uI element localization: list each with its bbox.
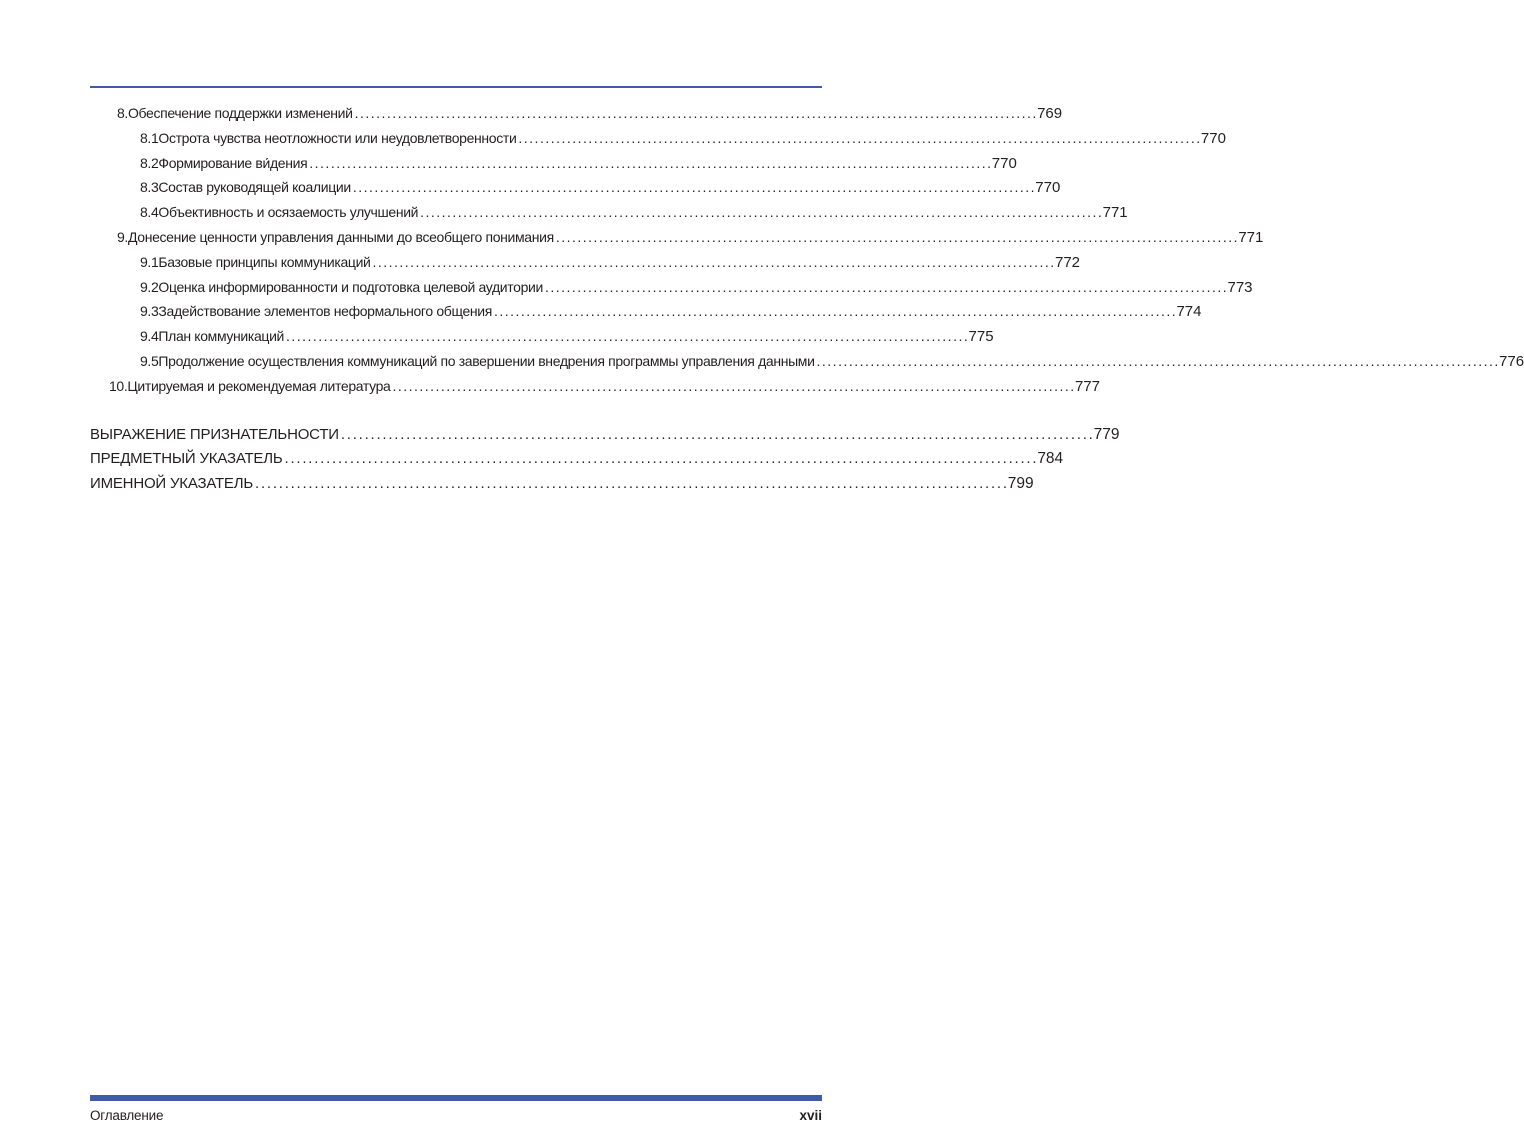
toc-entry-page: 770 (1200, 129, 1226, 147)
toc-entry-9-4[interactable] (90, 324, 994, 349)
toc-entry-number: 8.3 (140, 179, 159, 196)
toc-entry-8[interactable] (90, 101, 1063, 126)
dot-leader (355, 101, 1035, 126)
dot-leader (392, 374, 1072, 399)
toc-entry-page: 777 (1074, 377, 1100, 395)
toc-entry-number: 9.1 (140, 253, 159, 270)
toc-entry-acknowledgements[interactable] (90, 423, 1120, 448)
toc-entry-number: 9.2 (140, 278, 159, 295)
header-rule (90, 86, 822, 88)
toc-entry-9-5[interactable] (90, 349, 1524, 374)
dot-leader (817, 349, 1497, 374)
toc-entry-name-index[interactable] (90, 472, 1034, 497)
toc-entry-subject-index[interactable] (90, 447, 1064, 472)
toc-entry-title: Продолжение осуществления коммуникаций по завершении внедрения программы управления данными (158, 352, 815, 369)
toc-entry-page: 776 (1499, 352, 1524, 370)
toc-entry-page: 769 (1037, 105, 1063, 122)
table-of-contents (90, 101, 1524, 497)
section-gap (90, 399, 822, 423)
toc-entry-title: ИМЕННОЙ УКАЗАТЕЛЬ (90, 475, 254, 493)
toc-entry-page: 771 (1102, 204, 1128, 222)
footer-rule (90, 1095, 822, 1101)
dot-leader (255, 472, 1006, 497)
dot-leader (353, 175, 1033, 200)
dot-leader (286, 324, 966, 349)
toc-entry-page: 770 (1035, 179, 1061, 197)
toc-entry-page: 799 (1007, 475, 1034, 493)
footer-section-name: Оглавление (90, 1108, 164, 1123)
toc-entry-8-1[interactable] (90, 126, 1226, 151)
toc-entry-title: Задействование элементов неформального общения (158, 303, 492, 320)
dot-leader (341, 423, 1092, 448)
toc-entry-number: 8.1 (140, 129, 159, 146)
dot-leader (420, 200, 1100, 225)
toc-entry-page: 774 (1176, 303, 1202, 321)
toc-entry-title: Донесение ценности управления данными до всеобщего понимания (127, 228, 554, 245)
dot-leader (556, 225, 1236, 250)
toc-entry-8-3[interactable] (90, 175, 1061, 200)
toc-entry-title: ВЫРАЖЕНИЕ ПРИЗНАТЕЛЬНОСТИ (90, 425, 339, 443)
toc-entry-page: 771 (1238, 228, 1264, 246)
toc-entry-number: 8. (117, 105, 128, 121)
toc-entry-page: 784 (1037, 450, 1064, 468)
toc-entry-number: 9. (117, 228, 128, 245)
toc-entry-title: Острота чувства неотложности или неудовлетворенности (158, 129, 517, 146)
toc-entry-page: 770 (991, 154, 1017, 172)
toc-entry-8-2[interactable] (90, 151, 1017, 176)
toc-entry-title: Состав руководящей коалиции (158, 179, 351, 196)
toc-entry-page: 779 (1093, 425, 1120, 443)
toc-entry-8-4[interactable] (90, 200, 1128, 225)
toc-entry-page: 772 (1055, 253, 1081, 271)
dot-leader (545, 275, 1225, 300)
toc-entry-9-2[interactable] (90, 275, 1253, 300)
toc-entry-title: Базовые принципы коммуникаций (158, 253, 371, 270)
toc-entry-title: Оценка информированности и подготовка целевой аудитории (158, 278, 543, 295)
toc-entry-number: 9.3 (140, 303, 159, 320)
toc-entry-title: Объективность и осязаемость улучшений (158, 204, 419, 221)
toc-entry-page: 775 (968, 328, 994, 346)
dot-leader (494, 299, 1174, 324)
toc-entry-title: Формирование ви́дения (158, 154, 308, 171)
dot-leader (309, 151, 989, 176)
toc-entry-number: 9.4 (140, 328, 159, 345)
toc-entry-title: План коммуникаций (158, 328, 285, 345)
dot-leader (518, 126, 1198, 151)
toc-entry-9-3[interactable] (90, 299, 1202, 324)
toc-entry-number: 8.2 (140, 154, 159, 171)
toc-entry-number: 8.4 (140, 204, 159, 221)
toc-entry-9[interactable] (90, 225, 1264, 250)
toc-entry-title: Цитируемая и рекомендуемая литература (127, 377, 391, 394)
toc-entry-9-1[interactable] (90, 250, 1081, 275)
page-number: xvii (799, 1108, 822, 1123)
toc-entry-number: 9.5 (140, 352, 159, 369)
toc-entry-title: ПРЕДМЕТНЫЙ УКАЗАТЕЛЬ (90, 450, 283, 468)
toc-entry-title: Обеспечение поддержки изменений (127, 105, 353, 121)
toc-entry-10[interactable] (90, 374, 1100, 399)
toc-entry-number: 10. (109, 377, 128, 394)
dot-leader (373, 250, 1053, 275)
toc-entry-page: 773 (1227, 278, 1253, 296)
dot-leader (285, 447, 1036, 472)
